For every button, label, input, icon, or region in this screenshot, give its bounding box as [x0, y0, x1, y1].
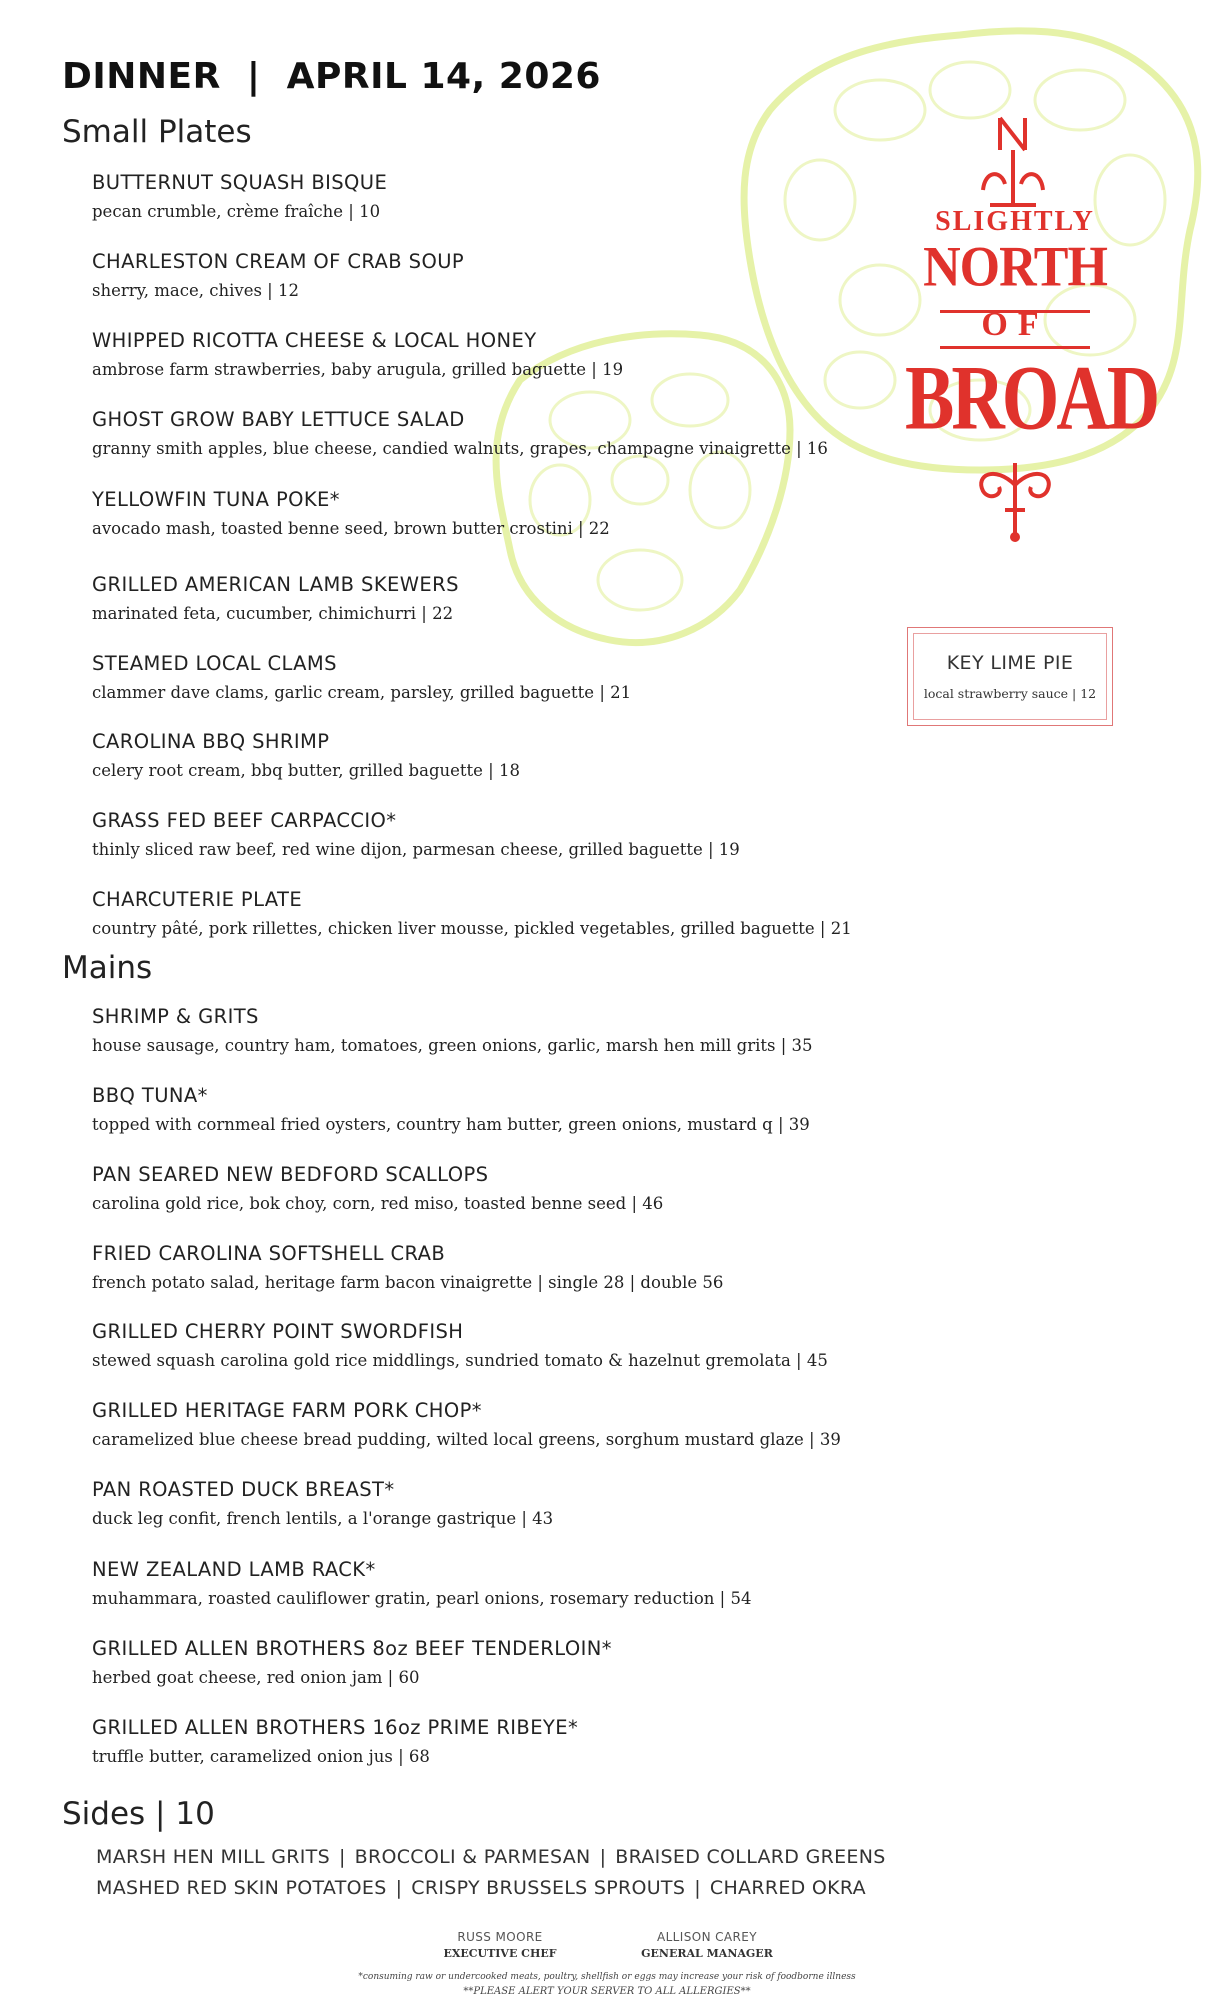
menu-item-name: GRILLED ALLEN BROTHERS 16oz PRIME RIBEYE* [92, 1716, 579, 1739]
section-heading-mains: Mains [62, 950, 153, 986]
menu-item-name: PAN SEARED NEW BEDFORD SCALLOPS [92, 1163, 489, 1186]
menu-item-name: NEW ZEALAND LAMB RACK* [92, 1558, 376, 1581]
menu-item-name: WHIPPED RICOTTA CHEESE & LOCAL HONEY [92, 329, 537, 352]
menu-item-name: FRIED CAROLINA SOFTSHELL CRAB [92, 1242, 446, 1265]
menu-item [92, 328, 852, 407]
menu-item [92, 249, 852, 328]
menu-item [92, 1715, 841, 1775]
side-item: MARSH HEN MILL GRITS [96, 1846, 330, 1868]
menu-item [92, 1004, 841, 1083]
side-item: MASHED RED SKIN POTATOES [96, 1877, 387, 1899]
menu-item [92, 572, 852, 651]
menu-item-name: GRILLED CHERRY POINT SWORDFISH [92, 1320, 464, 1343]
gm-name: ALLISON CAREY [656, 1930, 757, 1944]
menu-item-name: CHARCUTERIE PLATE [92, 888, 303, 911]
menu-item-desc: granny smith apples, blue cheese, candied walnuts, grapes, champagne vinaigrette | 16 [92, 439, 828, 458]
menu-item [92, 1477, 841, 1557]
menu-item [92, 1636, 841, 1715]
menu-item-name: GRILLED AMERICAN LAMB SKEWERS [92, 573, 459, 596]
chef-credit [400, 1930, 600, 1960]
small-plates-list [92, 170, 852, 947]
menu-item [92, 1083, 841, 1162]
logo-line-of: OF [981, 306, 1049, 343]
menu-item-desc: country pâté, pork rillettes, chicken liver mousse, pickled vegetables, grilled baguette | 21 [92, 919, 852, 938]
menu-item-desc: house sausage, country ham, tomatoes, green onions, garlic, marsh hen mill grits | 35 [92, 1036, 813, 1055]
menu-item [92, 651, 852, 729]
gm-credit [607, 1930, 807, 1960]
menu-item-desc: topped with cornmeal fried oysters, country ham butter, green onions, mustard q | 39 [92, 1115, 810, 1134]
menu-item [92, 170, 852, 249]
section-heading-sides: Sides | 10 [62, 1796, 215, 1832]
menu-item-name: CHARLESTON CREAM OF CRAB SOUP [92, 250, 465, 273]
chef-name: RUSS MOORE [457, 1930, 543, 1944]
side-separator: | [599, 1846, 607, 1868]
menu-item [92, 729, 852, 808]
dessert-feature-box [907, 627, 1113, 726]
menu-item [92, 1319, 841, 1398]
sides-row-2 [96, 1877, 866, 1899]
menu-item-desc: carolina gold rice, bok choy, corn, red miso, toasted benne seed | 46 [92, 1194, 664, 1213]
dessert-name: KEY LIME PIE [946, 652, 1074, 674]
menu-item-name: BUTTERNUT SQUASH BISQUE [92, 171, 388, 194]
menu-item-name: GRILLED ALLEN BROTHERS 8oz BEEF TENDERLOIN* [92, 1637, 612, 1660]
menu-item-name: STEAMED LOCAL CLAMS [92, 652, 337, 675]
menu-item-name: CAROLINA BBQ SHRIMP [92, 730, 330, 753]
menu-item-desc: avocado mash, toasted benne seed, brown butter crostini | 22 [92, 519, 610, 538]
menu-item-name: GRASS FED BEEF CARPACCIO* [92, 809, 397, 832]
menu-item-name: GHOST GROW BABY LETTUCE SALAD [92, 408, 465, 431]
gm-role: GENERAL MANAGER [641, 1947, 773, 1960]
allergy-note: **PLEASE ALERT YOUR SERVER TO ALL ALLERGIES** [463, 1986, 751, 1997]
menu-item-desc: french potato salad, heritage farm bacon vinaigrette | single 28 | double 56 [92, 1273, 724, 1292]
logo-line-slightly: SLIGHTLY [935, 206, 1095, 237]
side-item: CRISPY BRUSSELS SPROUTS [411, 1877, 686, 1899]
menu-item-desc: thinly sliced raw beef, red wine dijon, parmesan cheese, grilled baguette | 19 [92, 840, 740, 859]
menu-item-name: BBQ TUNA* [92, 1084, 208, 1107]
menu-item [92, 1241, 841, 1319]
dessert-desc: local strawberry sauce | 12 [923, 686, 1097, 701]
compass-n-icon [905, 110, 1125, 210]
restaurant-logo [905, 110, 1158, 540]
menu-item-name: GRILLED HERITAGE FARM PORK CHOP* [92, 1399, 482, 1422]
menu-item [92, 808, 852, 887]
menu-item [92, 1557, 841, 1636]
side-item: BRAISED COLLARD GREENS [615, 1846, 886, 1868]
menu-item-desc: stewed squash carolina gold rice middlings, sundried tomato & hazelnut gremolata | 45 [92, 1351, 828, 1370]
menu-item-desc: caramelized blue cheese bread pudding, wilted local greens, sorghum mustard glaze | 39 [92, 1430, 841, 1449]
menu-item [92, 1398, 841, 1477]
logo-line-north: NORTH [923, 236, 1107, 299]
side-separator: | [338, 1846, 346, 1868]
logo-line-broad: BROAD [905, 347, 1158, 450]
menu-item-name: YELLOWFIN TUNA POKE* [92, 488, 340, 511]
menu-item-desc: marinated feta, cucumber, chimichurri | 22 [92, 604, 454, 623]
chef-role: EXECUTIVE CHEF [443, 1947, 557, 1960]
side-item: BROCCOLI & PARMESAN [354, 1846, 591, 1868]
section-heading-small-plates: Small Plates [62, 114, 252, 150]
menu-item-desc: pecan crumble, crème fraîche | 10 [92, 202, 381, 221]
menu-item-desc: duck leg confit, french lentils, a l'orange gastrique | 43 [92, 1509, 554, 1528]
menu-item-desc: muhammara, roasted cauliflower gratin, pearl onions, rosemary reduction | 54 [92, 1589, 752, 1608]
page-title: DINNER | APRIL 14, 2026 [62, 56, 601, 97]
menu-item-name: PAN ROASTED DUCK BREAST* [92, 1478, 395, 1501]
mains-list [92, 1004, 841, 1775]
side-separator: | [694, 1877, 701, 1899]
menu-item [92, 407, 852, 487]
menu-item-desc: herbed goat cheese, red onion jam | 60 [92, 1668, 420, 1687]
menu-item-desc: clammer dave clams, garlic cream, parsley, grilled baguette | 21 [92, 683, 632, 702]
menu-item-desc: sherry, mace, chives | 12 [92, 281, 299, 300]
flourish-icon [905, 455, 1125, 545]
menu-item [92, 887, 852, 947]
side-separator: | [395, 1877, 403, 1899]
menu-item-desc: celery root cream, bbq butter, grilled baguette | 18 [92, 761, 520, 780]
menu-item-desc: ambrose farm strawberries, baby arugula, grilled baguette | 19 [92, 360, 624, 379]
side-item: CHARRED OKRA [709, 1877, 866, 1899]
menu-item-name: SHRIMP & GRITS [92, 1005, 259, 1028]
sides-row-1 [96, 1846, 886, 1868]
menu-item [92, 1162, 841, 1241]
menu-item [92, 487, 852, 572]
menu-item-desc: truffle butter, caramelized onion jus | 68 [92, 1747, 430, 1766]
raw-food-warning: *consuming raw or undercooked meats, poultry, shellfish or eggs may increase your risk of foodborne illness [358, 1972, 856, 1982]
